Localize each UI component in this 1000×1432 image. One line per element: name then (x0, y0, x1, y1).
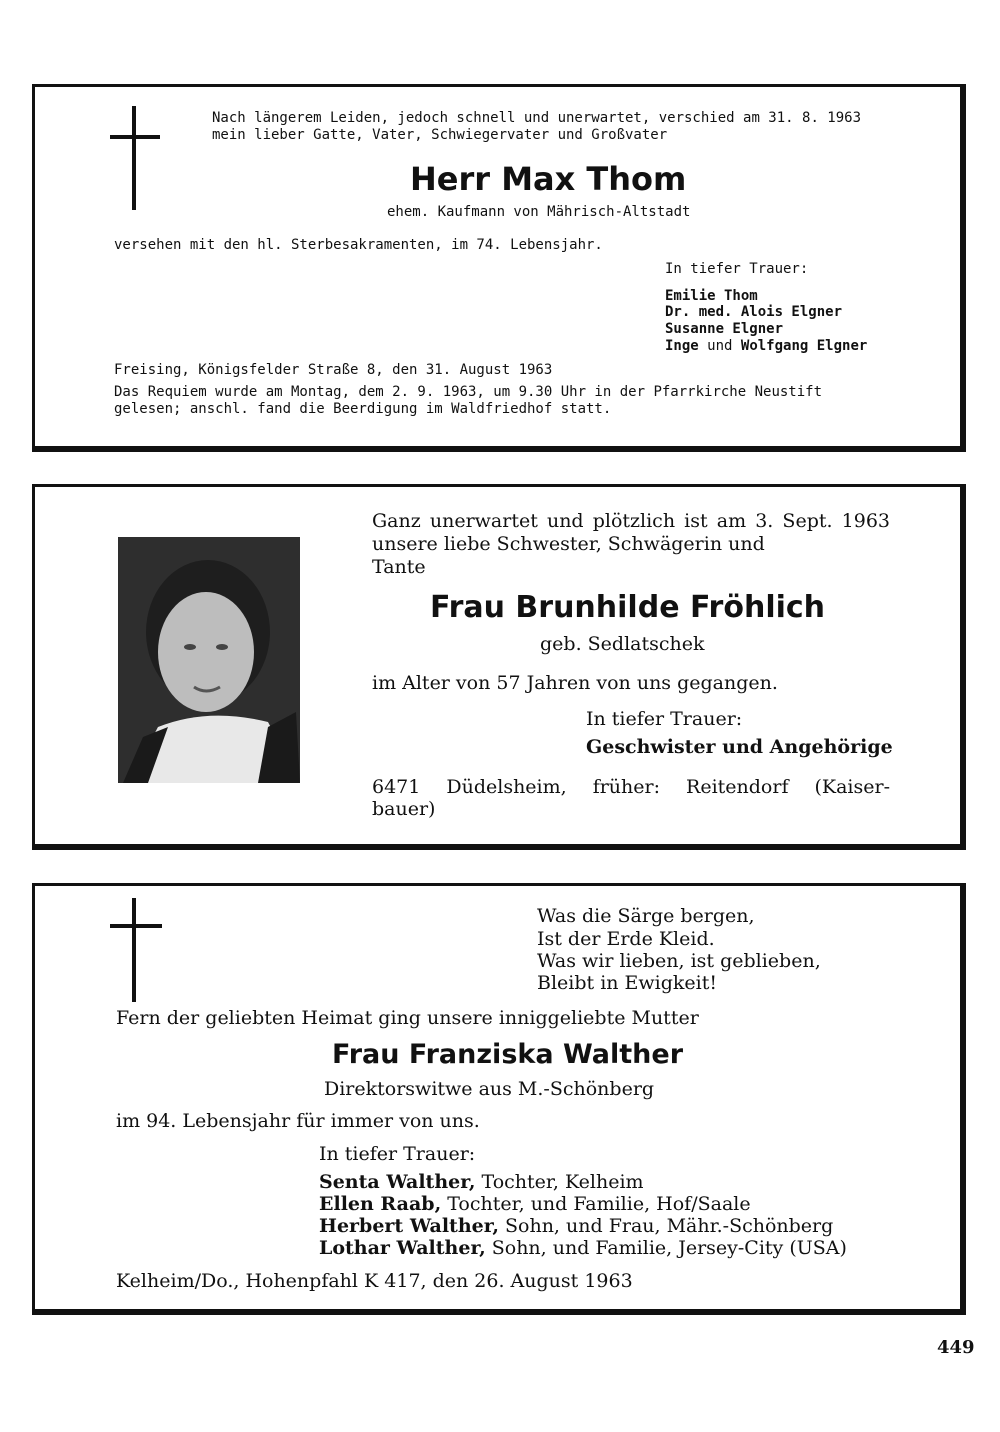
mourning-label: In tiefer Trauer: (586, 708, 743, 730)
poem-line: Bleibt in Ewigkeit! (537, 972, 718, 994)
age-line: im Alter von 57 Jahren von uns gegangen. (372, 672, 778, 694)
mourner-name: Emilie Thom (665, 288, 758, 304)
mourner-entry (319, 1237, 847, 1259)
address: 6471 Düdelsheim, früher: Reitendorf (Kaiser- (372, 776, 890, 798)
intro-line-2: mein lieber Gatte, Vater, Schwiegervater und Großvater (212, 127, 668, 143)
mourner-name: Lothar Walther, (319, 1237, 486, 1259)
cross-bar (110, 924, 162, 928)
place-date: Kelheim/Do., Hohenpfahl K 417, den 26. August 1963 (116, 1270, 633, 1292)
mourner-detail: Sohn, und Familie, Jersey-City (USA) (485, 1237, 847, 1259)
birth-name: geb. Sedlatschek (540, 633, 705, 655)
intro-text: Ganz unerwartet und plötzlich ist am 3. Sept. 1963 unsere liebe Schwester, Schwägerin und (372, 510, 890, 555)
deceased-name: Frau Brunhilde Fröhlich (430, 590, 826, 625)
mourner-detail: Tochter, Kelheim (475, 1171, 644, 1193)
place-date: Freising, Königsfelder Straße 8, den 31. August 1963 (114, 362, 553, 378)
deceased-title: Direktorswitwe aus M.-Schönberg (324, 1078, 655, 1100)
poem-line: Was die Särge bergen, (537, 905, 755, 927)
portrait-photo (118, 537, 300, 783)
mourner-entry (319, 1171, 644, 1193)
mourner-name: Dr. med. Alois Elgner (665, 304, 843, 320)
mourner-name: Senta Walther, (319, 1171, 476, 1193)
page-number: 449 (937, 1337, 975, 1358)
mourner-name (665, 338, 867, 355)
mourning-label: In tiefer Trauer: (665, 261, 809, 277)
mourner-detail: Tochter, und Familie, Hof/Saale (441, 1193, 751, 1215)
deceased-name: Herr Max Thom (410, 160, 687, 198)
occupation: ehem. Kaufmann von Mährisch-Altstadt (387, 204, 691, 220)
intro-text: Fern der geliebten Heimat ging unsere inniggeliebte Mutter (116, 1007, 699, 1029)
mourner-name: Herbert Walther, (319, 1215, 499, 1237)
address-end: bauer) (372, 798, 436, 820)
requiem-line-2: gelesen; anschl. fand die Beerdigung im Waldfriedhof statt. (114, 401, 612, 417)
cross-icon (132, 106, 136, 210)
portrait-icon (118, 537, 300, 783)
mourner-first: Inge (665, 338, 699, 354)
sacraments-line: versehen mit den hl. Sterbesakramenten, im 74. Lebensjahr. (114, 237, 603, 253)
mourner-detail: Sohn, und Frau, Mähr.-Schönberg (498, 1215, 834, 1237)
mourning-label: In tiefer Trauer: (319, 1143, 476, 1165)
mourner-entry (319, 1193, 751, 1215)
age-line: im 94. Lebensjahr für immer von uns. (116, 1110, 480, 1132)
poem-line: Ist der Erde Kleid. (537, 928, 715, 950)
mourner-name: Ellen Raab, (319, 1193, 442, 1215)
mourner-name: Susanne Elgner (665, 321, 784, 337)
poem-line: Was wir lieben, ist geblieben, (537, 950, 821, 972)
mourners: Geschwister und Angehörige (586, 736, 893, 758)
deceased-name: Frau Franziska Walther (332, 1039, 684, 1070)
mourner-and: und (707, 338, 733, 354)
requiem-line-1: Das Requiem wurde am Montag, dem 2. 9. 1963, um 9.30 Uhr in der Pfarrkirche Neustift (114, 384, 823, 400)
intro-text-end: Tante (372, 556, 426, 578)
cross-icon (132, 898, 136, 1002)
mourner-rest: Wolfgang Elgner (740, 338, 868, 354)
intro-line-1: Nach längerem Leiden, jedoch schnell und unerwartet, verschied am 31. 8. 1963 (212, 110, 862, 126)
cross-bar (110, 135, 160, 139)
mourner-entry (319, 1215, 833, 1237)
